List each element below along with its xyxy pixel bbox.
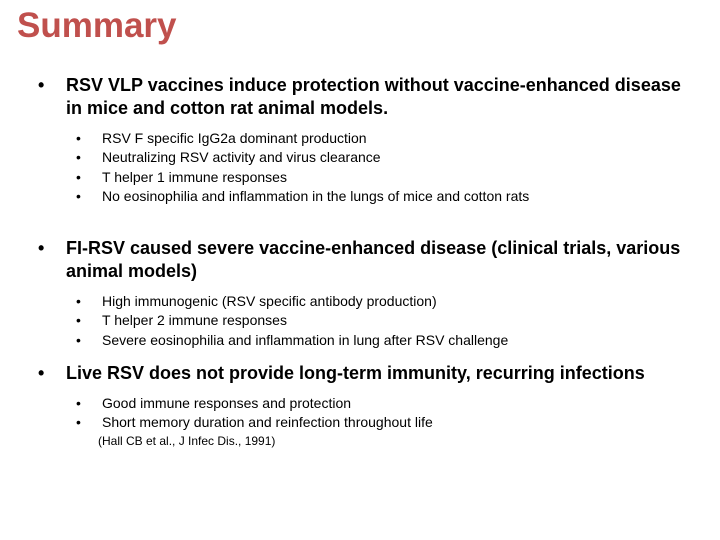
list-item: • Severe eosinophilia and inflammation in lung after RSV challenge (38, 331, 698, 350)
slide-title: Summary (17, 6, 177, 45)
list-item: • Neutralizing RSV activity and virus clearance (38, 148, 698, 167)
section-heading: FI-RSV caused severe vaccine-enhanced disease (clinical trials, various animal models) (66, 238, 681, 281)
summary-section-live-rsv (38, 362, 698, 448)
section-heading: Live RSV does not provide long-term immunity, recurring infections (66, 363, 645, 383)
bullet-icon: • (76, 130, 81, 146)
bullet-icon: • (38, 75, 45, 95)
list-item: • Short memory duration and reinfection throughout life (38, 413, 698, 432)
bullet-icon: • (76, 187, 81, 204)
summary-section-fi-rsv (38, 237, 698, 350)
bullet-icon: • (76, 312, 81, 329)
bullet-icon: • (76, 331, 81, 348)
list-item: • High immunogenic (RSV specific antibody production) (38, 292, 698, 311)
sub-bullet-list (38, 394, 698, 433)
section-heading: RSV VLP vaccines induce protection without vaccine-enhanced disease in mice and cotton rat animal models. (66, 75, 681, 118)
sub-bullet-list (38, 292, 698, 350)
list-item: • T helper 2 immune responses (38, 311, 698, 330)
bullet-icon: • (76, 168, 81, 185)
main-bullet (38, 74, 698, 120)
bullet-icon: • (38, 363, 45, 383)
list-item: • No eosinophilia and inflammation in the lungs of mice and cotton rats (38, 187, 698, 206)
citation: (Hall CB et al., J Infec Dis., 1991) (98, 433, 276, 448)
bullet-icon: • (76, 293, 81, 309)
bullet-icon: • (76, 414, 81, 431)
list-item: • T helper 1 immune responses (38, 168, 698, 187)
bullet-icon: • (76, 149, 81, 166)
summary-section-vlp (38, 74, 698, 206)
list-item: • Good immune responses and protection (38, 394, 698, 413)
bullet-icon: • (76, 395, 81, 411)
bullet-icon: • (38, 238, 45, 258)
main-bullet (38, 237, 698, 283)
main-bullet (38, 362, 698, 385)
list-item: • RSV F specific IgG2a dominant production (38, 129, 698, 148)
sub-bullet-list (38, 129, 698, 206)
